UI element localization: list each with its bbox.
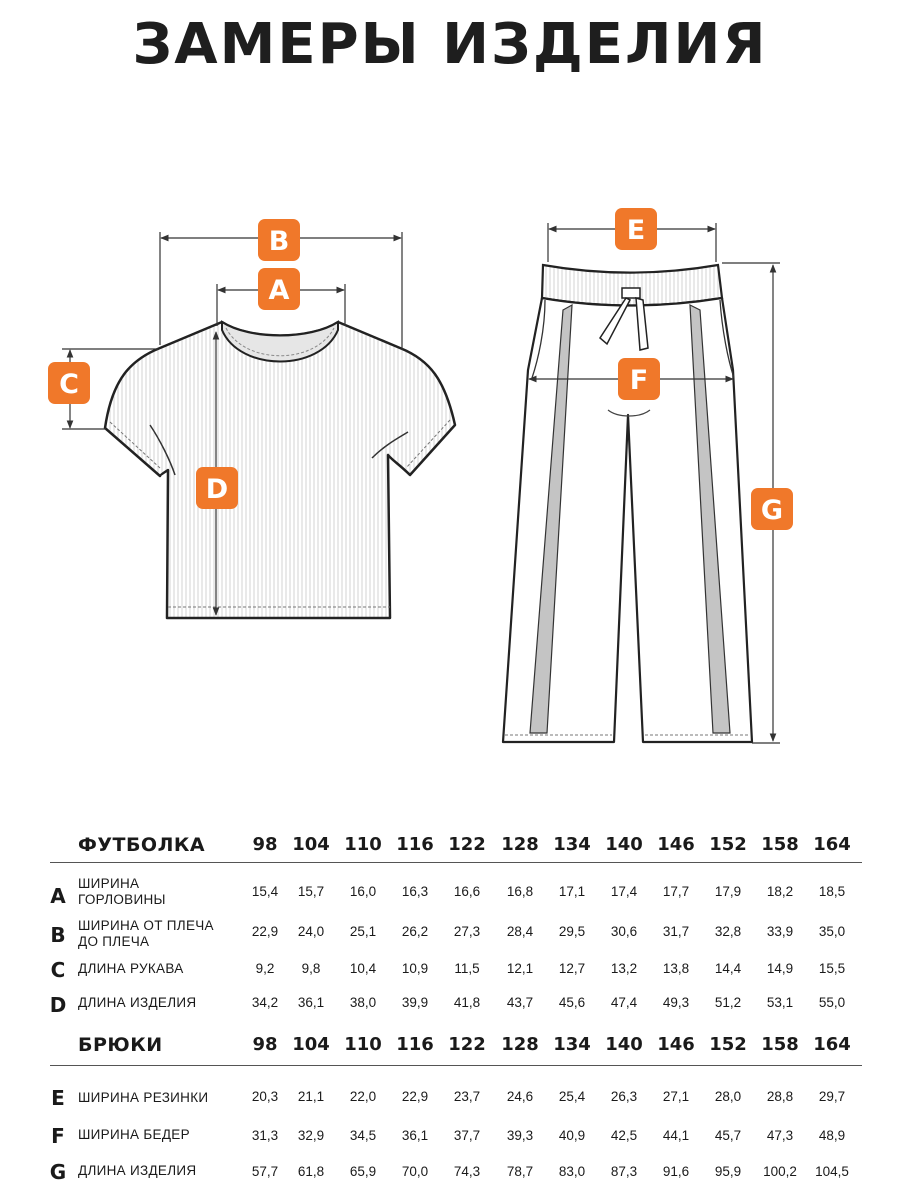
row-letter: B xyxy=(50,923,66,947)
table-cell: 53,1 xyxy=(766,995,794,1010)
size-header: 164 xyxy=(813,1034,851,1055)
table-cell: 70,0 xyxy=(401,1164,429,1179)
table-cell: 40,9 xyxy=(558,1128,586,1143)
table-cell: 42,5 xyxy=(610,1128,638,1143)
table-cell: 17,9 xyxy=(714,884,742,899)
table-cell: 104,5 xyxy=(815,1164,849,1179)
table-cell: 18,2 xyxy=(766,884,794,899)
table-cell: 38,0 xyxy=(349,995,377,1010)
table-cell: 28,0 xyxy=(714,1089,742,1104)
size-header: 146 xyxy=(657,1034,695,1055)
table-cell: 30,6 xyxy=(610,924,638,939)
table-cell: 35,0 xyxy=(818,924,846,939)
table-cell: 74,3 xyxy=(453,1164,481,1179)
table-cell: 15,7 xyxy=(297,884,325,899)
divider xyxy=(50,1065,862,1066)
table-cell: 31,3 xyxy=(251,1128,279,1143)
pants-title: БРЮКИ xyxy=(78,1034,163,1056)
row-label: ДЛИНА РУКАВА xyxy=(78,961,184,976)
table-cell: 23,7 xyxy=(453,1089,481,1104)
table-cell: 15,4 xyxy=(251,884,279,899)
table-cell: 32,9 xyxy=(297,1128,325,1143)
table-cell: 16,8 xyxy=(506,884,534,899)
table-cell: 13,2 xyxy=(610,961,638,976)
size-header: 104 xyxy=(292,1034,330,1055)
table-cell: 55,0 xyxy=(818,995,846,1010)
size-header: 122 xyxy=(448,1034,486,1055)
table-cell: 17,7 xyxy=(662,884,690,899)
table-cell: 45,6 xyxy=(558,995,586,1010)
table-cell: 27,3 xyxy=(453,924,481,939)
size-header: 116 xyxy=(396,834,434,855)
pants-drawing xyxy=(503,265,752,742)
pants-header xyxy=(0,1034,900,1064)
size-header: 134 xyxy=(553,834,591,855)
table-cell: 12,7 xyxy=(558,961,586,976)
size-header: 110 xyxy=(344,834,382,855)
row-letter: F xyxy=(51,1124,65,1148)
table-cell: 34,2 xyxy=(251,995,279,1010)
size-header: 104 xyxy=(292,834,330,855)
table-cell: 37,7 xyxy=(453,1128,481,1143)
page-title: ЗАМЕРЫ ИЗДЕЛИЯ xyxy=(132,12,768,77)
svg-text:G: G xyxy=(760,495,784,526)
table-cell: 95,9 xyxy=(714,1164,742,1179)
size-header: 146 xyxy=(657,834,695,855)
size-header: 98 xyxy=(252,834,278,855)
table-cell: 29,7 xyxy=(818,1089,846,1104)
table-cell: 78,7 xyxy=(506,1164,534,1179)
table-cell: 18,5 xyxy=(818,884,846,899)
size-header: 152 xyxy=(709,1034,747,1055)
size-header: 122 xyxy=(448,834,486,855)
table-cell: 14,9 xyxy=(766,961,794,976)
size-header: 98 xyxy=(252,1034,278,1055)
table-cell: 15,5 xyxy=(818,961,846,976)
badge-c xyxy=(48,362,90,404)
divider xyxy=(50,862,862,863)
badge-f xyxy=(618,358,660,400)
table-cell: 22,9 xyxy=(251,924,279,939)
table-cell: 49,3 xyxy=(662,995,690,1010)
row-letter: E xyxy=(51,1086,65,1110)
table-cell: 26,2 xyxy=(401,924,429,939)
size-header: 116 xyxy=(396,1034,434,1055)
badge-g xyxy=(751,488,793,530)
table-cell: 34,5 xyxy=(349,1128,377,1143)
table-cell: 45,7 xyxy=(714,1128,742,1143)
table-cell: 36,1 xyxy=(297,995,325,1010)
table-cell: 25,1 xyxy=(349,924,377,939)
table-cell: 16,3 xyxy=(401,884,429,899)
table-cell: 51,2 xyxy=(714,995,742,1010)
badge-d xyxy=(196,467,238,509)
tshirt-title: ФУТБОЛКА xyxy=(78,834,206,856)
table-cell: 47,4 xyxy=(610,995,638,1010)
size-header: 140 xyxy=(605,834,643,855)
svg-text:D: D xyxy=(205,474,229,505)
badge-a xyxy=(258,268,300,310)
table-cell: 28,8 xyxy=(766,1089,794,1104)
size-header: 158 xyxy=(761,1034,799,1055)
size-header: 140 xyxy=(605,1034,643,1055)
table-cell: 22,9 xyxy=(401,1089,429,1104)
table-cell: 21,1 xyxy=(297,1089,325,1104)
table-cell: 87,3 xyxy=(610,1164,638,1179)
table-cell: 48,9 xyxy=(818,1128,846,1143)
size-header: 128 xyxy=(501,834,539,855)
table-cell: 27,1 xyxy=(662,1089,690,1104)
table-cell: 16,6 xyxy=(453,884,481,899)
svg-text:E: E xyxy=(626,215,646,246)
size-header: 134 xyxy=(553,1034,591,1055)
table-cell: 26,3 xyxy=(610,1089,638,1104)
row-letter: C xyxy=(50,958,66,982)
table-cell: 65,9 xyxy=(349,1164,377,1179)
table-cell: 25,4 xyxy=(558,1089,586,1104)
table-cell: 12,1 xyxy=(506,961,534,976)
table-cell: 10,4 xyxy=(349,961,377,976)
table-cell: 9,2 xyxy=(255,961,275,976)
row-label: ШИРИНА ГОРЛОВИНЫ xyxy=(78,876,166,907)
row-label: ШИРИНА РЕЗИНКИ xyxy=(78,1090,209,1105)
table-cell: 11,5 xyxy=(454,961,480,976)
svg-text:A: A xyxy=(268,275,290,306)
table-cell: 22,0 xyxy=(349,1089,377,1104)
tshirt-drawing xyxy=(105,322,455,618)
svg-text:C: C xyxy=(59,369,79,400)
row-letter: G xyxy=(49,1160,67,1184)
table-cell: 57,7 xyxy=(251,1164,279,1179)
table-cell: 39,9 xyxy=(401,995,429,1010)
table-cell: 33,9 xyxy=(766,924,794,939)
table-cell: 24,6 xyxy=(506,1089,534,1104)
row-label: ДЛИНА ИЗДЕЛИЯ xyxy=(78,1163,197,1178)
table-cell: 43,7 xyxy=(506,995,534,1010)
tshirt-header xyxy=(0,834,900,864)
table-cell: 17,1 xyxy=(558,884,586,899)
size-header: 152 xyxy=(709,834,747,855)
table-cell: 61,8 xyxy=(297,1164,325,1179)
table-cell: 29,5 xyxy=(558,924,586,939)
size-header: 110 xyxy=(344,1034,382,1055)
row-label: ШИРИНА ОТ ПЛЕЧА ДО ПЛЕЧА xyxy=(78,918,214,949)
table-cell: 14,4 xyxy=(714,961,742,976)
badge-b xyxy=(258,219,300,261)
table-cell: 100,2 xyxy=(763,1164,797,1179)
row-letter: A xyxy=(50,884,66,908)
table-cell: 10,9 xyxy=(401,961,429,976)
badge-e xyxy=(615,208,657,250)
table-cell: 47,3 xyxy=(766,1128,794,1143)
table-cell: 36,1 xyxy=(401,1128,429,1143)
row-label: ШИРИНА БЕДЕР xyxy=(78,1127,190,1142)
table-cell: 41,8 xyxy=(453,995,481,1010)
table-cell: 17,4 xyxy=(610,884,638,899)
table-cell: 13,8 xyxy=(662,961,690,976)
row-label: ДЛИНА ИЗДЕЛИЯ xyxy=(78,995,197,1010)
table-cell: 31,7 xyxy=(662,924,690,939)
table-cell: 39,3 xyxy=(506,1128,534,1143)
table-cell: 83,0 xyxy=(558,1164,586,1179)
table-cell: 20,3 xyxy=(251,1089,279,1104)
table-cell: 16,0 xyxy=(349,884,377,899)
table-cell: 9,8 xyxy=(301,961,321,976)
size-header: 164 xyxy=(813,834,851,855)
row-letter: D xyxy=(49,993,67,1017)
size-header: 128 xyxy=(501,1034,539,1055)
table-cell: 44,1 xyxy=(662,1128,690,1143)
size-header: 158 xyxy=(761,834,799,855)
table-cell: 24,0 xyxy=(297,924,325,939)
svg-text:B: B xyxy=(268,226,290,257)
table-cell: 91,6 xyxy=(662,1164,690,1179)
svg-text:F: F xyxy=(629,365,649,396)
table-cell: 32,8 xyxy=(714,924,742,939)
table-cell: 28,4 xyxy=(506,924,534,939)
